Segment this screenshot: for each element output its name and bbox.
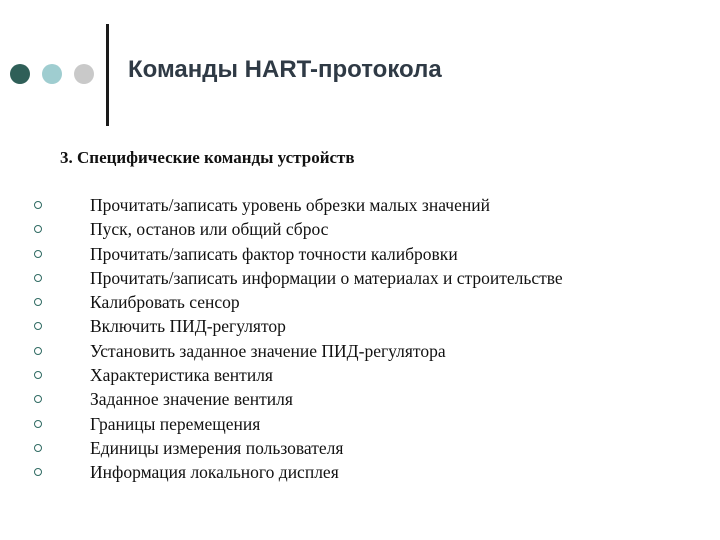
bullet-icon <box>34 444 42 452</box>
grey-dot-icon <box>74 64 94 84</box>
list-item-text: Пуск, останов или общий сброс <box>90 219 329 240</box>
dark-dot-icon <box>10 64 30 84</box>
bullet-icon <box>34 395 42 403</box>
bullet-icon <box>34 201 42 209</box>
light-dot-icon <box>42 64 62 84</box>
bullet-icon <box>34 468 42 476</box>
list-item-text: Калибровать сенсор <box>90 292 240 313</box>
list-item-text: Прочитать/записать фактор точности калибровки <box>90 243 458 264</box>
list-item-text: Заданное значение вентиля <box>90 389 293 410</box>
bullet-icon <box>34 322 42 330</box>
list-item-text: Единицы измерения пользователя <box>90 437 344 458</box>
list-item-text: Прочитать/записать информации о материалах и строительстве <box>90 267 563 288</box>
bullet-icon <box>34 225 42 233</box>
bullet-icon <box>34 347 42 355</box>
list-item-text: Границы перемещения <box>90 413 261 434</box>
list-item-text: Включить ПИД-регулятор <box>90 316 286 337</box>
decorative-dots <box>10 64 100 86</box>
bullet-icon <box>34 250 42 258</box>
list-item-text: Установить заданное значение ПИД-регулятора <box>90 340 446 361</box>
slide-title: Команды HART-протокола <box>128 56 442 83</box>
bullet-icon <box>34 298 42 306</box>
list-item-text: Прочитать/записать уровень обрезки малых значений <box>90 195 490 215</box>
title-divider <box>106 24 109 126</box>
bullet-icon <box>34 274 42 282</box>
bullet-icon <box>34 420 42 428</box>
list-item-text: Характеристика вентиля <box>90 365 273 386</box>
section-heading: 3. Специфические команды устройств <box>60 148 355 167</box>
bullet-icon <box>34 371 42 379</box>
list-item-text: Информация локального дисплея <box>90 462 339 483</box>
